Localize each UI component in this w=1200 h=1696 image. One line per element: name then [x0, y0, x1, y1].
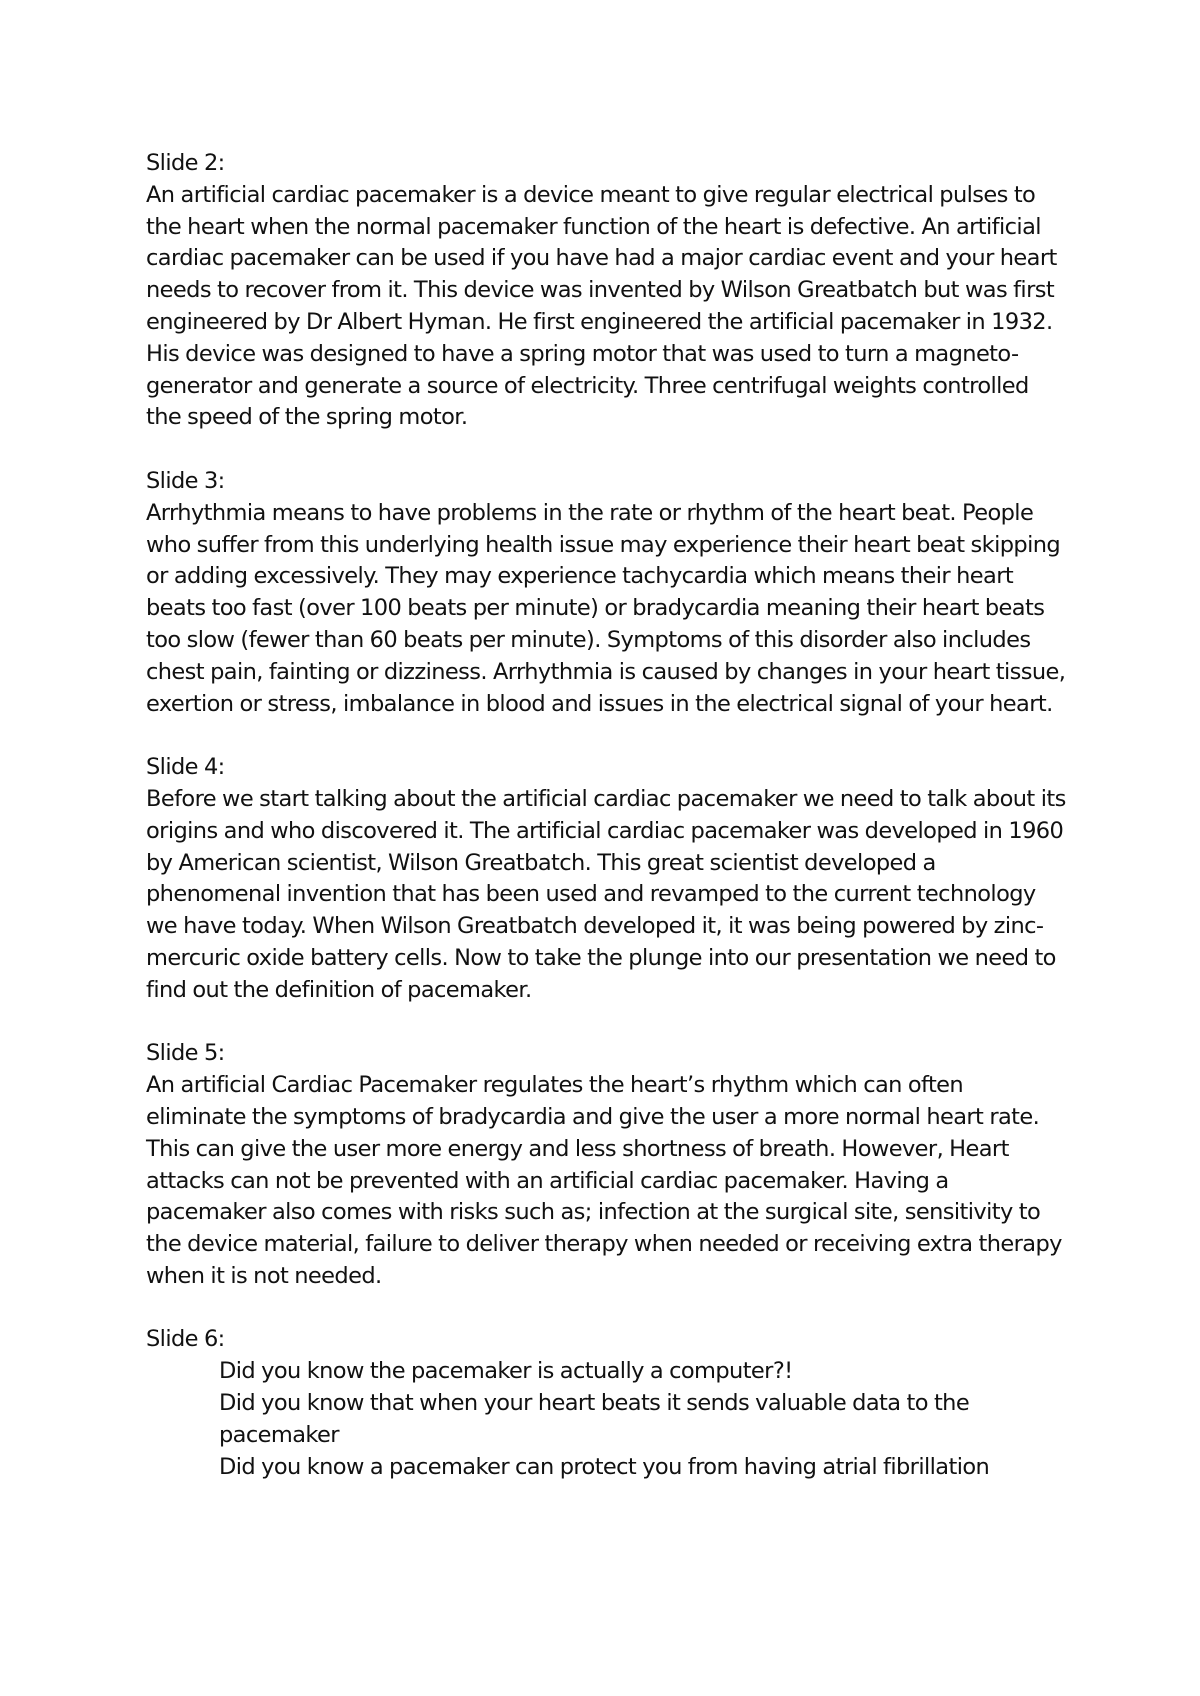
slide-2-section — [146, 148, 1066, 434]
slide-4-paragraph: Before we start talking about the artificial cardiac pacemaker we need to talk about its origins and who discovered it. The artificial cardiac pacemaker was developed in 1960 by American scientist, Wilson Greatbatch. This great scientist developed a phenomenal invention that has been used and revamped to the current technology we have today. When Wilson Greatbatch developed it, it was being powered by zinc-mercuric oxide battery cells. Now to take the plunge into our presentation we need to find out the definition of pacemaker. — [146, 785, 1066, 1003]
slide-3-paragraph: Arrhythmia means to have problems in the rate or rhythm of the heart beat. People who suffer from this underlying health issue may experience their heart beat skipping or adding excessively. They may experience tachycardia which means their heart beats too fast (over 100 beats per minute) or bradycardia meaning their heart beats too slow (fewer than 60 beats per minute). Symptoms of this disorder also includes chest pain, fainting or dizziness. Arrhythmia is caused by changes in your heart tissue, exertion or stress, imbalance in blood and issues in the electrical signal of your heart. — [146, 499, 1066, 717]
slide-4-heading: Slide 4: — [146, 754, 225, 781]
slide-6-item: Did you know the pacemaker is actually a computer?! — [219, 1358, 793, 1385]
slide-5-paragraph: An artificial Cardiac Pacemaker regulates the heart’s rhythm which can often eliminate the symptoms of bradycardia and give the user a more normal heart rate. This can give the user more energy and less shortness of breath. However, Heart attacks can not be prevented with an artificial cardiac pacemaker. Having a pacemaker also comes with risks such as; infection at the surgical site, sensitivity to the device material, failure to deliver therapy when needed or receiving extra therapy when it is not needed. — [146, 1072, 1062, 1289]
slide-6-item: Did you know that when your heart beats it sends valuable data to the pacemaker — [219, 1390, 970, 1448]
slide-3-section — [146, 466, 1066, 720]
slide-5-section — [146, 1038, 1066, 1292]
document-body — [146, 148, 1066, 1483]
slide-6-section — [146, 1324, 1066, 1483]
slide-2-heading: Slide 2: — [146, 150, 225, 176]
slide-6-heading: Slide 6: — [146, 1326, 225, 1353]
slide-3-heading: Slide 3: — [146, 467, 225, 494]
slide-6-item-list — [146, 1356, 1066, 1483]
slide-5-heading: Slide 5: — [146, 1040, 225, 1067]
slide-4-section — [146, 752, 1066, 1006]
slide-2-paragraph: An artificial cardiac pacemaker is a device meant to give regular electrical pulses to the heart when the normal pacemaker function of the heart is defective. An artificial cardiac pacemaker can be used if you have had a major cardiac event and your heart needs to recover from it. This device was invented by Wilson Greatbatch but was first engineered by Dr Albert Hyman. He first engineered the artificial pacemaker in 1932. His device was designed to have a spring motor that was used to turn a magneto-generator and generate a source of electricity. Three centrifugal weights controlled the speed of the spring motor. — [146, 181, 1057, 431]
slide-6-item: Did you know a pacemaker can protect you from having atrial fibrillation — [219, 1453, 990, 1480]
